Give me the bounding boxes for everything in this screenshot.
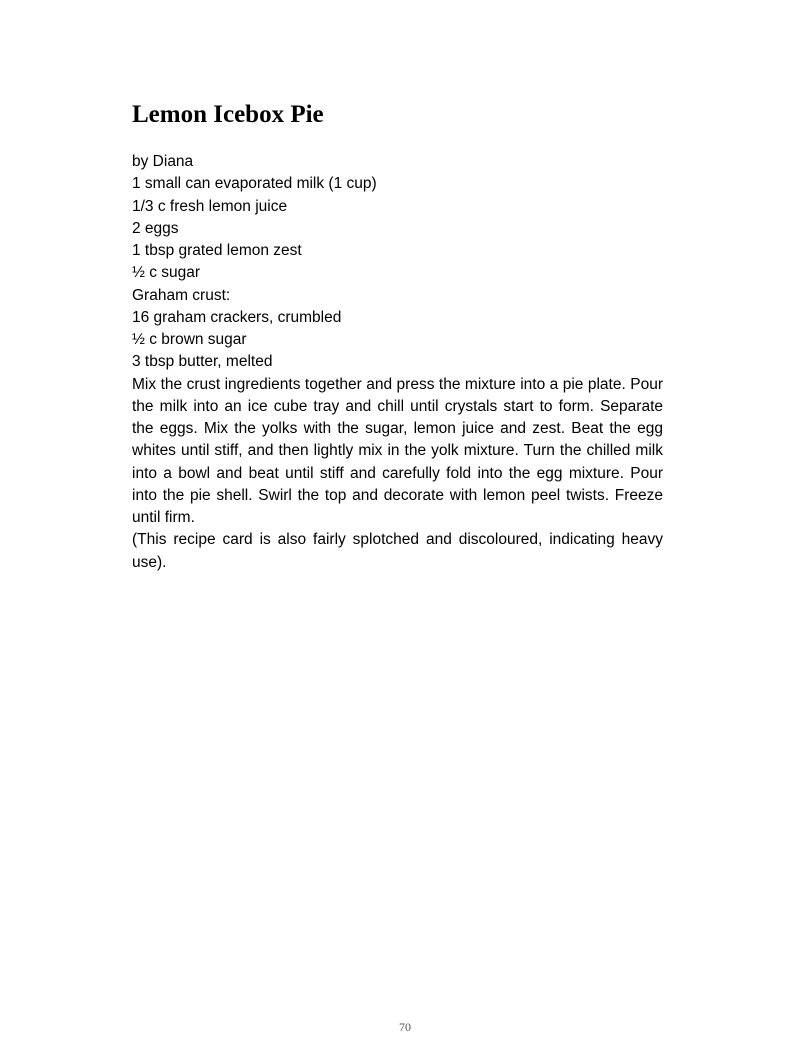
instructions-paragraph: Mix the crust ingredients together and press the mixture into a pie plate. Pour the milk into an ice cube tray and chill until crystals start to form. Separate the eggs. Mix the yolks with the sugar, lemon juice and zest. Beat the egg whites until stiff, and then lightly mix in the yolk mixture. Turn the chilled milk into a bowl and beat until stiff and carefully fold into the egg mixture. Pour into the pie shell. Swirl the top and decorate with lemon peel twists. Freeze until firm. xyxy=(132,375,663,526)
page-number: 70 xyxy=(399,1020,411,1034)
ingredient-line: 16 graham crackers, crumbled xyxy=(132,308,342,326)
ingredient-line: ½ c sugar xyxy=(132,264,201,282)
recipe-title: Lemon Icebox Pie xyxy=(132,101,324,128)
recipe-note: (This recipe card is also fairly splotched and discoloured, indicating heavy use). xyxy=(132,531,663,571)
recipe-author: by Diana xyxy=(132,153,194,170)
crust-heading: Graham crust: xyxy=(132,286,231,304)
ingredient-line: 1 tbsp grated lemon zest xyxy=(132,242,302,259)
ingredient-line: 1/3 c fresh lemon juice xyxy=(132,197,288,215)
recipe-body xyxy=(132,151,663,574)
ingredient-line: ½ c brown sugar xyxy=(132,331,247,348)
ingredient-line: 2 eggs xyxy=(132,219,179,237)
ingredient-line: 1 small can evaporated milk (1 cup) xyxy=(132,175,377,193)
ingredient-line: 3 tbsp butter, melted xyxy=(132,353,273,371)
